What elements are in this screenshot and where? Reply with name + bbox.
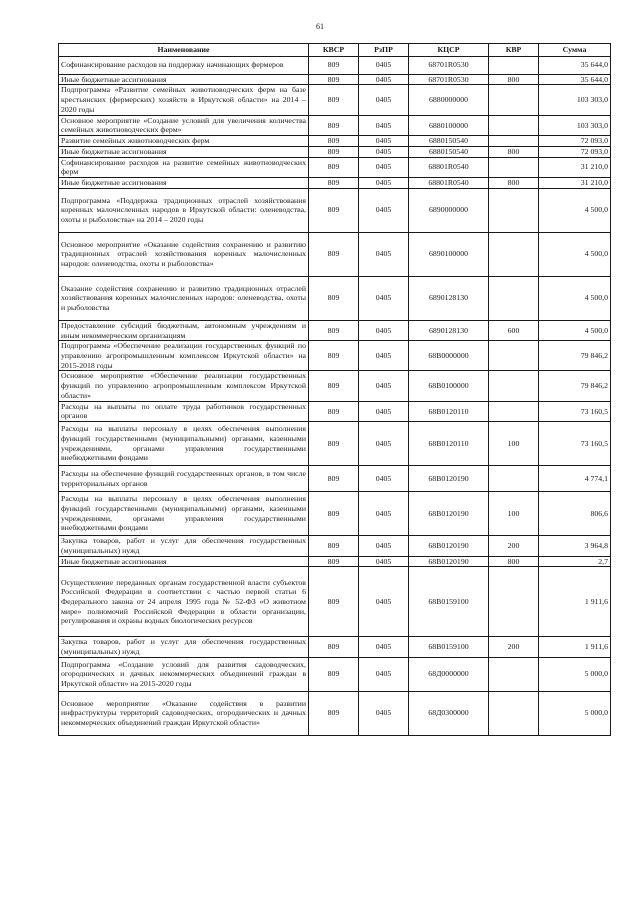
row-kcsr: 68В0120190 [409,556,489,567]
row-sum: 31 210,0 [539,178,611,189]
row-kvr [489,56,539,74]
table-row [59,556,611,567]
row-kvr: 200 [489,637,539,657]
row-sum: 79 846,2 [539,371,611,401]
row-kvr [489,136,539,147]
column-header-kvsr: КВСР [309,44,359,57]
row-kvsr: 809 [309,276,359,320]
row-kcsr: 68В0100000 [409,371,489,401]
row-kcsr: 68В0120110 [409,401,489,421]
row-rzpr: 0405 [359,115,409,135]
row-name: Осуществление переданных органам государственной власти субъектов Российской Федерации в соответствии с частью первой статьи 6 Федерального закона от 24 апреля 1995 года № 52-ФЗ «О животном мире» полномочий Российской Федерации в области организации, регулирования и охраны водных биологических ресурсов [59,567,309,637]
row-name: Развитие семейных животноводческих ферм [59,136,309,147]
row-name: Подпрограмма «Развитие семейных животноводческих ферм на базе крестьянских (фермерских) хозяйств в Иркутской области» на 2014 – 2020 годы [59,85,309,115]
row-kcsr: 6890128130 [409,320,489,340]
row-name: Расходы на выплаты персоналу в целях обеспечения выполнения функций государственными (муниципальными) органами, казенными учреждениями, органами управления государственными внебюджетными фондами [59,422,309,466]
row-kvsr: 809 [309,401,359,421]
row-kvr [489,157,539,177]
row-rzpr: 0405 [359,371,409,401]
row-kvsr: 809 [309,146,359,157]
row-sum: 4 500,0 [539,188,611,232]
row-kcsr: 68В0120110 [409,422,489,466]
table-row [59,637,611,657]
row-kvr [489,466,539,492]
row-rzpr: 0405 [359,74,409,85]
row-kvsr: 809 [309,232,359,276]
table-row [59,401,611,421]
table-row [59,188,611,232]
row-kvr [489,85,539,115]
row-rzpr: 0405 [359,536,409,556]
row-name: Подпрограмма «Создание условий для развития садоводческих, огороднических и дачных некоммерческих объединений граждан в Иркутской области» на 2015-2020 годы [59,657,309,691]
row-sum: 4 500,0 [539,232,611,276]
row-sum: 5 000,0 [539,691,611,735]
row-name: Основное мероприятие «Оказание содействия сохранению и развитию традиционных отраслей хозяйствования коренных малочисленных народов: оленеводства, охоты и рыболовства» [59,232,309,276]
row-kcsr: 68В0159100 [409,567,489,637]
table-row [59,466,611,492]
row-name: Расходы на выплаты персоналу в целях обеспечения выполнения функций государственными (муниципальными) органами, казенными учреждениями, органами управления государственными внебюджетными фондами [59,492,309,536]
row-kcsr: 6880150540 [409,136,489,147]
row-kcsr: 68801R0540 [409,178,489,189]
row-sum: 72 093,0 [539,146,611,157]
row-sum: 35 644,0 [539,56,611,74]
row-kvsr: 809 [309,657,359,691]
row-rzpr: 0405 [359,320,409,340]
row-name: Софинансирование расходов на поддержку начинающих фермеров [59,56,309,74]
row-kvr: 200 [489,536,539,556]
row-sum: 72 093,0 [539,136,611,147]
row-kcsr: 68Д0300000 [409,691,489,735]
row-kvsr: 809 [309,637,359,657]
row-sum: 806,6 [539,492,611,536]
row-rzpr: 0405 [359,136,409,147]
row-sum: 73 160,5 [539,422,611,466]
row-sum: 35 644,0 [539,74,611,85]
row-kvsr: 809 [309,691,359,735]
table-row [59,56,611,74]
row-rzpr: 0405 [359,276,409,320]
row-kvsr: 809 [309,157,359,177]
row-name: Иные бюджетные ассигнования [59,146,309,157]
row-kvsr: 809 [309,320,359,340]
table-header-row [59,44,611,57]
row-kcsr: 6890000000 [409,188,489,232]
row-rzpr: 0405 [359,232,409,276]
table-row [59,115,611,135]
row-kcsr: 68В0120190 [409,492,489,536]
table-row [59,657,611,691]
row-name: Основное мероприятие «Обеспечение реализации государственных функций по управлению агропромышленным комплексом Иркутской области» [59,371,309,401]
row-rzpr: 0405 [359,466,409,492]
row-rzpr: 0405 [359,341,409,371]
row-rzpr: 0405 [359,567,409,637]
row-kcsr: 68В0159100 [409,637,489,657]
column-header-rzpr: РзПР [359,44,409,57]
row-kvsr: 809 [309,492,359,536]
table-row [59,691,611,735]
row-name: Иные бюджетные ассигнования [59,556,309,567]
row-kvr: 800 [489,178,539,189]
row-kvsr: 809 [309,115,359,135]
table-row [59,536,611,556]
row-rzpr: 0405 [359,422,409,466]
table-row [59,157,611,177]
row-sum: 1 911,6 [539,637,611,657]
row-kvr [489,657,539,691]
row-kvsr: 809 [309,371,359,401]
row-rzpr: 0405 [359,178,409,189]
column-header-kvr: КВР [489,44,539,57]
row-kcsr: 68В0120190 [409,536,489,556]
row-name: Подпрограмма «Обеспечение реализации государственных функций по управлению агропромышленным комплексом Иркутской области» на 2015-2018 годы [59,341,309,371]
row-kvr [489,401,539,421]
row-name: Закупка товаров, работ и услуг для обеспечения государственных (муниципальных) нужд [59,536,309,556]
row-rzpr: 0405 [359,691,409,735]
row-sum: 2,7 [539,556,611,567]
row-name: Иные бюджетные ассигнования [59,74,309,85]
row-sum: 73 160,5 [539,401,611,421]
row-sum: 4 500,0 [539,276,611,320]
row-rzpr: 0405 [359,657,409,691]
table-row [59,136,611,147]
table-row [59,341,611,371]
column-header-name: Наименование [59,44,309,57]
row-kcsr: 6890128130 [409,276,489,320]
row-rzpr: 0405 [359,637,409,657]
row-kvr [489,691,539,735]
row-rzpr: 0405 [359,157,409,177]
row-rzpr: 0405 [359,556,409,567]
row-kvr [489,188,539,232]
row-kvr: 800 [489,146,539,157]
table-row [59,492,611,536]
table-row [59,232,611,276]
table-row [59,146,611,157]
row-kvr [489,567,539,637]
row-sum: 103 303,0 [539,85,611,115]
row-kvr [489,276,539,320]
row-kcsr: 68Д0000000 [409,657,489,691]
table-row [59,567,611,637]
row-kcsr: 6880100000 [409,115,489,135]
row-sum: 31 210,0 [539,157,611,177]
row-sum: 3 964,8 [539,536,611,556]
row-sum: 5 000,0 [539,657,611,691]
table-row [59,422,611,466]
row-kvr [489,341,539,371]
row-sum: 103 303,0 [539,115,611,135]
row-kcsr: 68В0000000 [409,341,489,371]
row-rzpr: 0405 [359,85,409,115]
row-kvr [489,115,539,135]
row-rzpr: 0405 [359,188,409,232]
table-row [59,371,611,401]
row-name: Расходы на обеспечение функций государственных органов, в том числе территориальных органов [59,466,309,492]
row-name: Иные бюджетные ассигнования [59,178,309,189]
table-row [59,74,611,85]
row-kvsr: 809 [309,74,359,85]
row-kvr: 800 [489,556,539,567]
row-kvsr: 809 [309,536,359,556]
row-kvr [489,371,539,401]
row-kvsr: 809 [309,188,359,232]
row-name: Оказание содействия сохранению и развитию традиционных отраслей хозяйствования коренных малочисленных народов: оленеводства, охоты и рыболовства [59,276,309,320]
row-kvsr: 809 [309,567,359,637]
row-kvsr: 809 [309,56,359,74]
row-rzpr: 0405 [359,492,409,536]
page-number: 61 [316,22,324,31]
row-name: Предоставление субсидий бюджетным, автономным учреждениям и иным некоммерческим организациям [59,320,309,340]
row-kcsr: 68701R0530 [409,74,489,85]
row-name: Основное мероприятие «Создание условий для увеличения количества семейных животноводческих ферм» [59,115,309,135]
row-name: Основное мероприятие «Оказание содействия в развитии инфраструктуры территорий садоводческих, огороднических и дачных некоммерческих объединений граждан Иркутской области» [59,691,309,735]
table-row [59,85,611,115]
row-kcsr: 6880000000 [409,85,489,115]
column-header-kcsr: КЦСР [409,44,489,57]
row-kvr: 600 [489,320,539,340]
column-header-sum: Сумма [539,44,611,57]
row-name: Закупка товаров, работ и услуг для обеспечения государственных (муниципальных) нужд [59,637,309,657]
row-sum: 4 500,0 [539,320,611,340]
table-row [59,320,611,340]
row-kvsr: 809 [309,466,359,492]
row-name: Расходы на выплаты по оплате труда работников государственных органов [59,401,309,421]
row-kcsr: 68701R0530 [409,56,489,74]
row-kvsr: 809 [309,178,359,189]
row-kvsr: 809 [309,85,359,115]
row-kvsr: 809 [309,556,359,567]
row-kvr: 800 [489,74,539,85]
table-row [59,178,611,189]
row-kvsr: 809 [309,422,359,466]
row-sum: 1 911,6 [539,567,611,637]
row-kcsr: 6880150540 [409,146,489,157]
row-sum: 4 774,1 [539,466,611,492]
row-kvr: 100 [489,492,539,536]
row-name: Софинансирование расходов на развитие семейных животноводческих ферм [59,157,309,177]
table-row [59,276,611,320]
row-sum: 79 846,2 [539,341,611,371]
row-kvr [489,232,539,276]
row-kvsr: 809 [309,341,359,371]
row-rzpr: 0405 [359,401,409,421]
row-rzpr: 0405 [359,146,409,157]
row-kvr: 100 [489,422,539,466]
row-kvsr: 809 [309,136,359,147]
row-kcsr: 68В0120190 [409,466,489,492]
row-kcsr: 68801R0540 [409,157,489,177]
row-kcsr: 6890100000 [409,232,489,276]
budget-table [58,43,611,736]
row-rzpr: 0405 [359,56,409,74]
row-name: Подпрограмма «Поддержка традиционных отраслей хозяйствования коренных малочисленных народов в Иркутской области: оленеводства, охоты и рыболовства» на 2014 – 2020 годы [59,188,309,232]
